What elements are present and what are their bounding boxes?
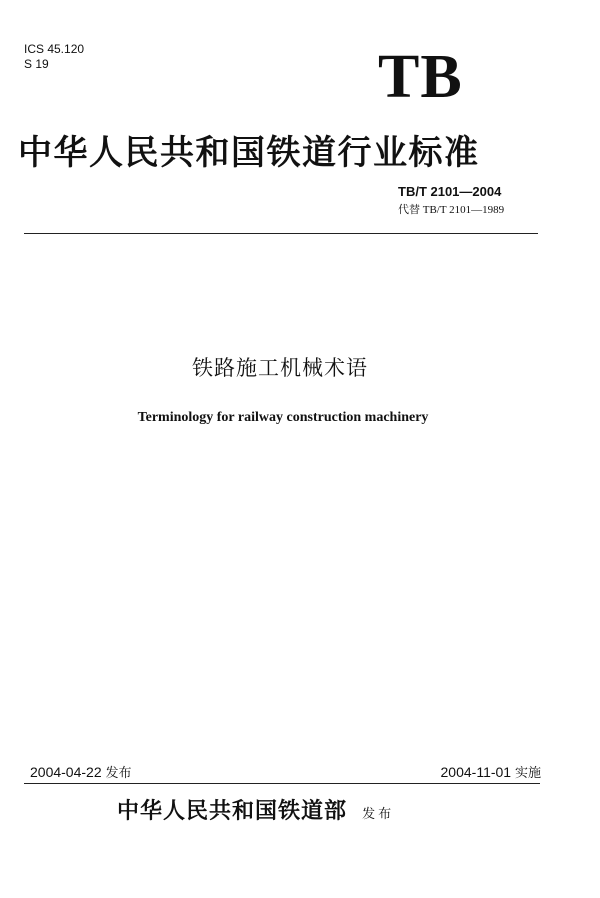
issuer-action: 发布 [362,807,395,822]
classification-codes [24,42,84,72]
standard-number: TB/T 2101—2004 [398,184,502,199]
industry-standard-title: 中华人民共和国铁道行业标准 [18,133,480,173]
issuer-name: 中华人民共和国铁道部 [117,799,348,824]
bottom-divider [24,783,540,784]
issue-date-line [30,763,132,783]
tb-logo: TB [378,43,463,111]
implement-label: 实施 [514,766,541,781]
issuing-authority [117,797,394,830]
implement-date: 2004-11-01 [440,764,512,780]
issue-label: 发布 [105,766,132,781]
ccs-code: S 19 [24,57,49,71]
issue-date: 2004-04-22 [30,764,102,780]
document-title-cn: 铁路施工机械术语 [192,356,368,380]
ics-code: ICS 45.120 [24,42,85,56]
replaces-standard: 代替 TB/T 2101—1989 [398,204,505,216]
implement-date-line [441,763,541,783]
top-divider [24,233,538,234]
document-title-en: Terminology for railway construction machinery [137,410,429,425]
